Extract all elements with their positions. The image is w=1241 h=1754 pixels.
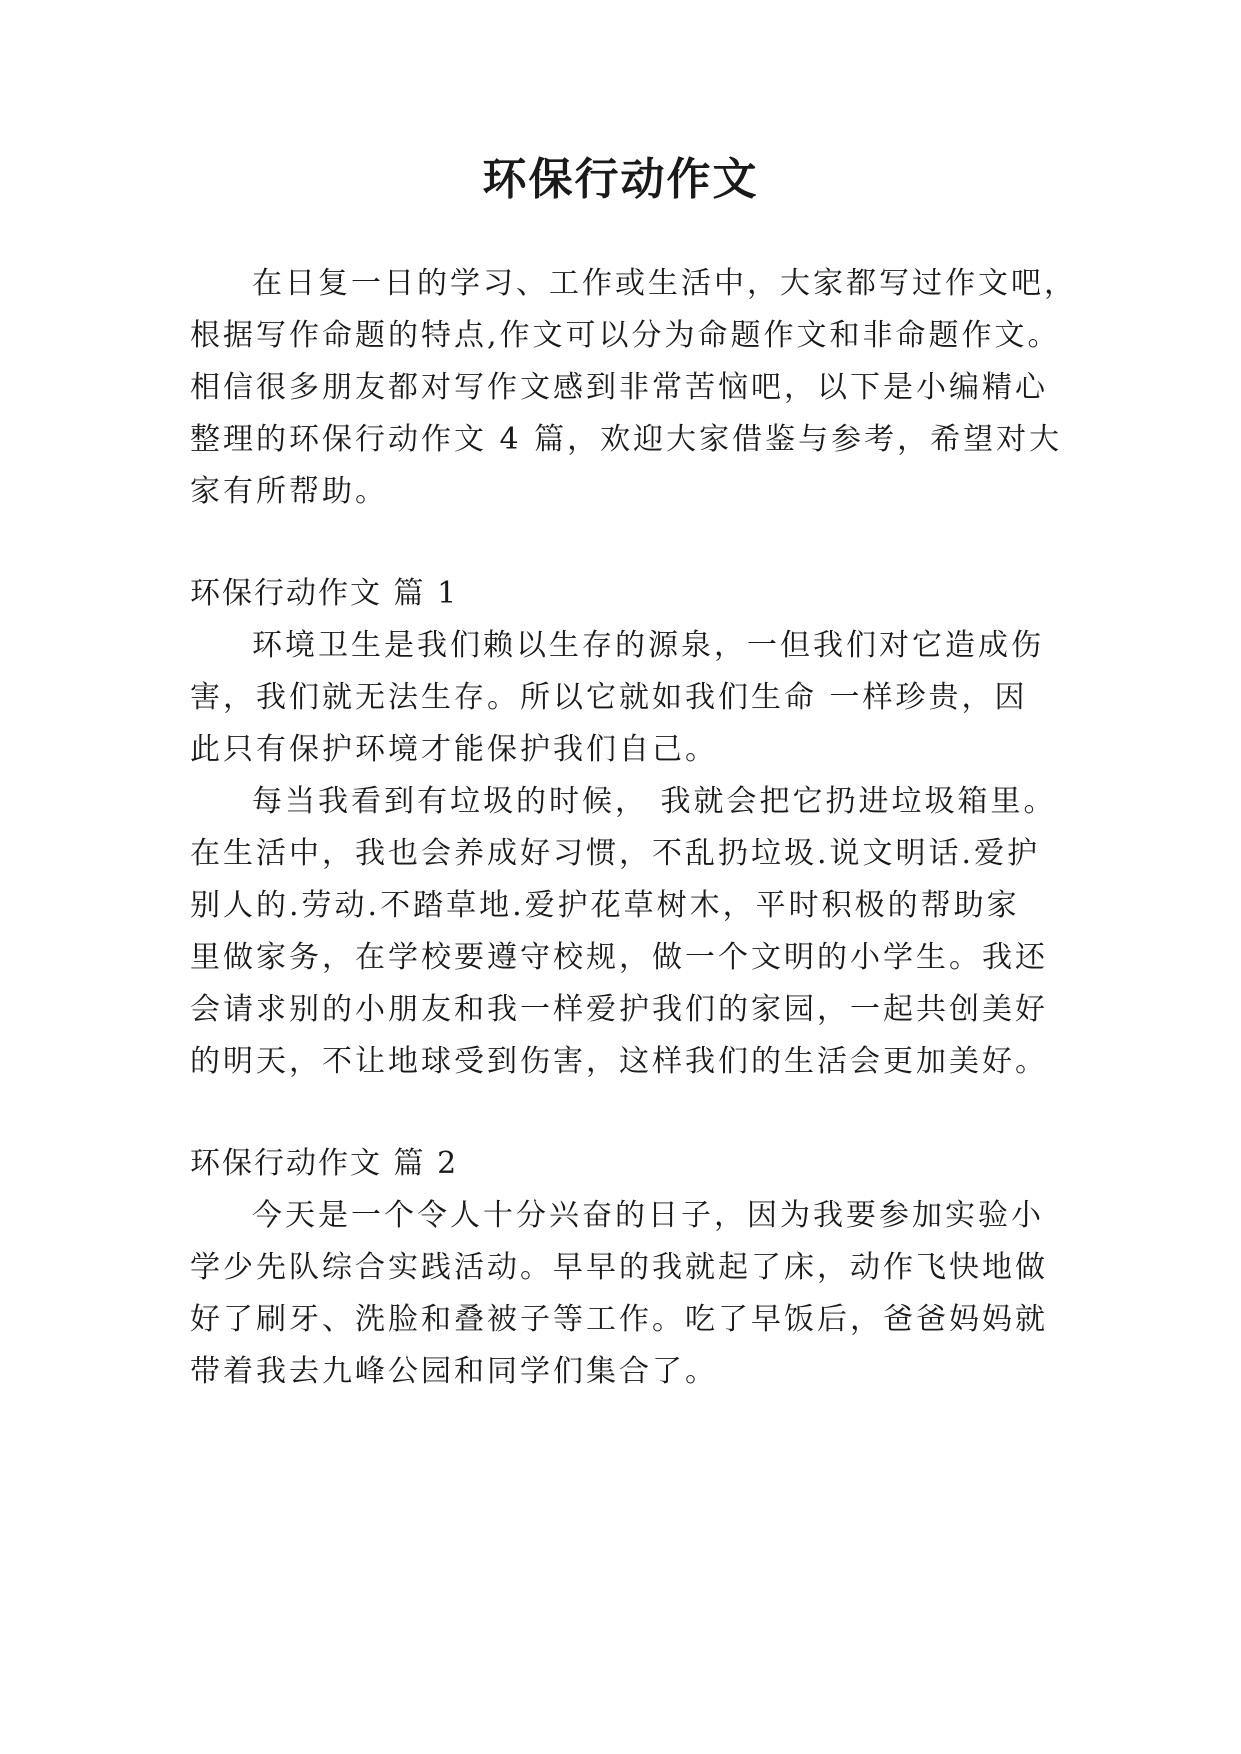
intro-line-2: 根据写作命题的特点,作文可以分为命题作文和非命题作文。 xyxy=(190,318,1061,353)
section-1-heading: 环保行动作文 篇 1 xyxy=(190,576,459,611)
section-1-p1-line-3: 此只有保护环境才能保护我们自己。 xyxy=(190,732,718,767)
section-2-p1-line-3: 好了刷牙、洗脸和叠被子等工作。吃了早饭后，爸爸妈妈就 xyxy=(190,1302,1048,1337)
section-2-p1-line-2: 学少先队综合实践活动。早早的我就起了床，动作飞快地做 xyxy=(190,1250,1048,1285)
intro-line-5: 家有所帮助。 xyxy=(190,474,388,509)
section-2-p1-line-1: 今天是一个令人十分兴奋的日子，因为我要参加实验小 xyxy=(252,1198,1044,1233)
section-1-p1-line-2: 害，我们就无法生存。所以它就如我们生命 一样珍贵，因 xyxy=(190,680,1028,715)
section-2-p1-line-4: 带着我去九峰公园和同学们集合了。 xyxy=(190,1354,718,1389)
document-title: 环保行动作文 xyxy=(482,154,759,205)
section-1-p1-line-1: 环境卫生是我们赖以生存的源泉，一但我们对它造成伤 xyxy=(252,628,1044,663)
intro-line-1: 在日复一日的学习、工作或生活中，大家都写过作文吧， xyxy=(252,266,1077,301)
section-1-p2-line-4: 里做家务，在学校要遵守校规，做一个文明的小学生。我还 xyxy=(190,940,1048,975)
section-1-p2-line-2: 在生活中，我也会养成好习惯，不乱扔垃圾.说文明话.爱护 xyxy=(190,836,1041,871)
intro-line-4: 整理的环保行动作文 4 篇，欢迎大家借鉴与参考，希望对大 xyxy=(190,422,1063,457)
section-1-p2-line-6: 的明天，不让地球受到伤害，这样我们的生活会更加美好。 xyxy=(190,1044,1048,1079)
section-1-p2-line-3: 别人的.劳动.不踏草地.爱护花草树木，平时积极的帮助家 xyxy=(190,888,1020,923)
section-1-p2-line-1: 每当我看到有垃圾的时候， 我就会把它扔进垃圾箱里。 xyxy=(252,784,1057,819)
section-2-heading: 环保行动作文 篇 2 xyxy=(190,1146,459,1181)
intro-line-3: 相信很多朋友都对写作文感到非常苦恼吧，以下是小编精心 xyxy=(190,370,1048,405)
section-1-p2-line-5: 会请求别的小朋友和我一样爱护我们的家园，一起共创美好 xyxy=(190,992,1048,1027)
